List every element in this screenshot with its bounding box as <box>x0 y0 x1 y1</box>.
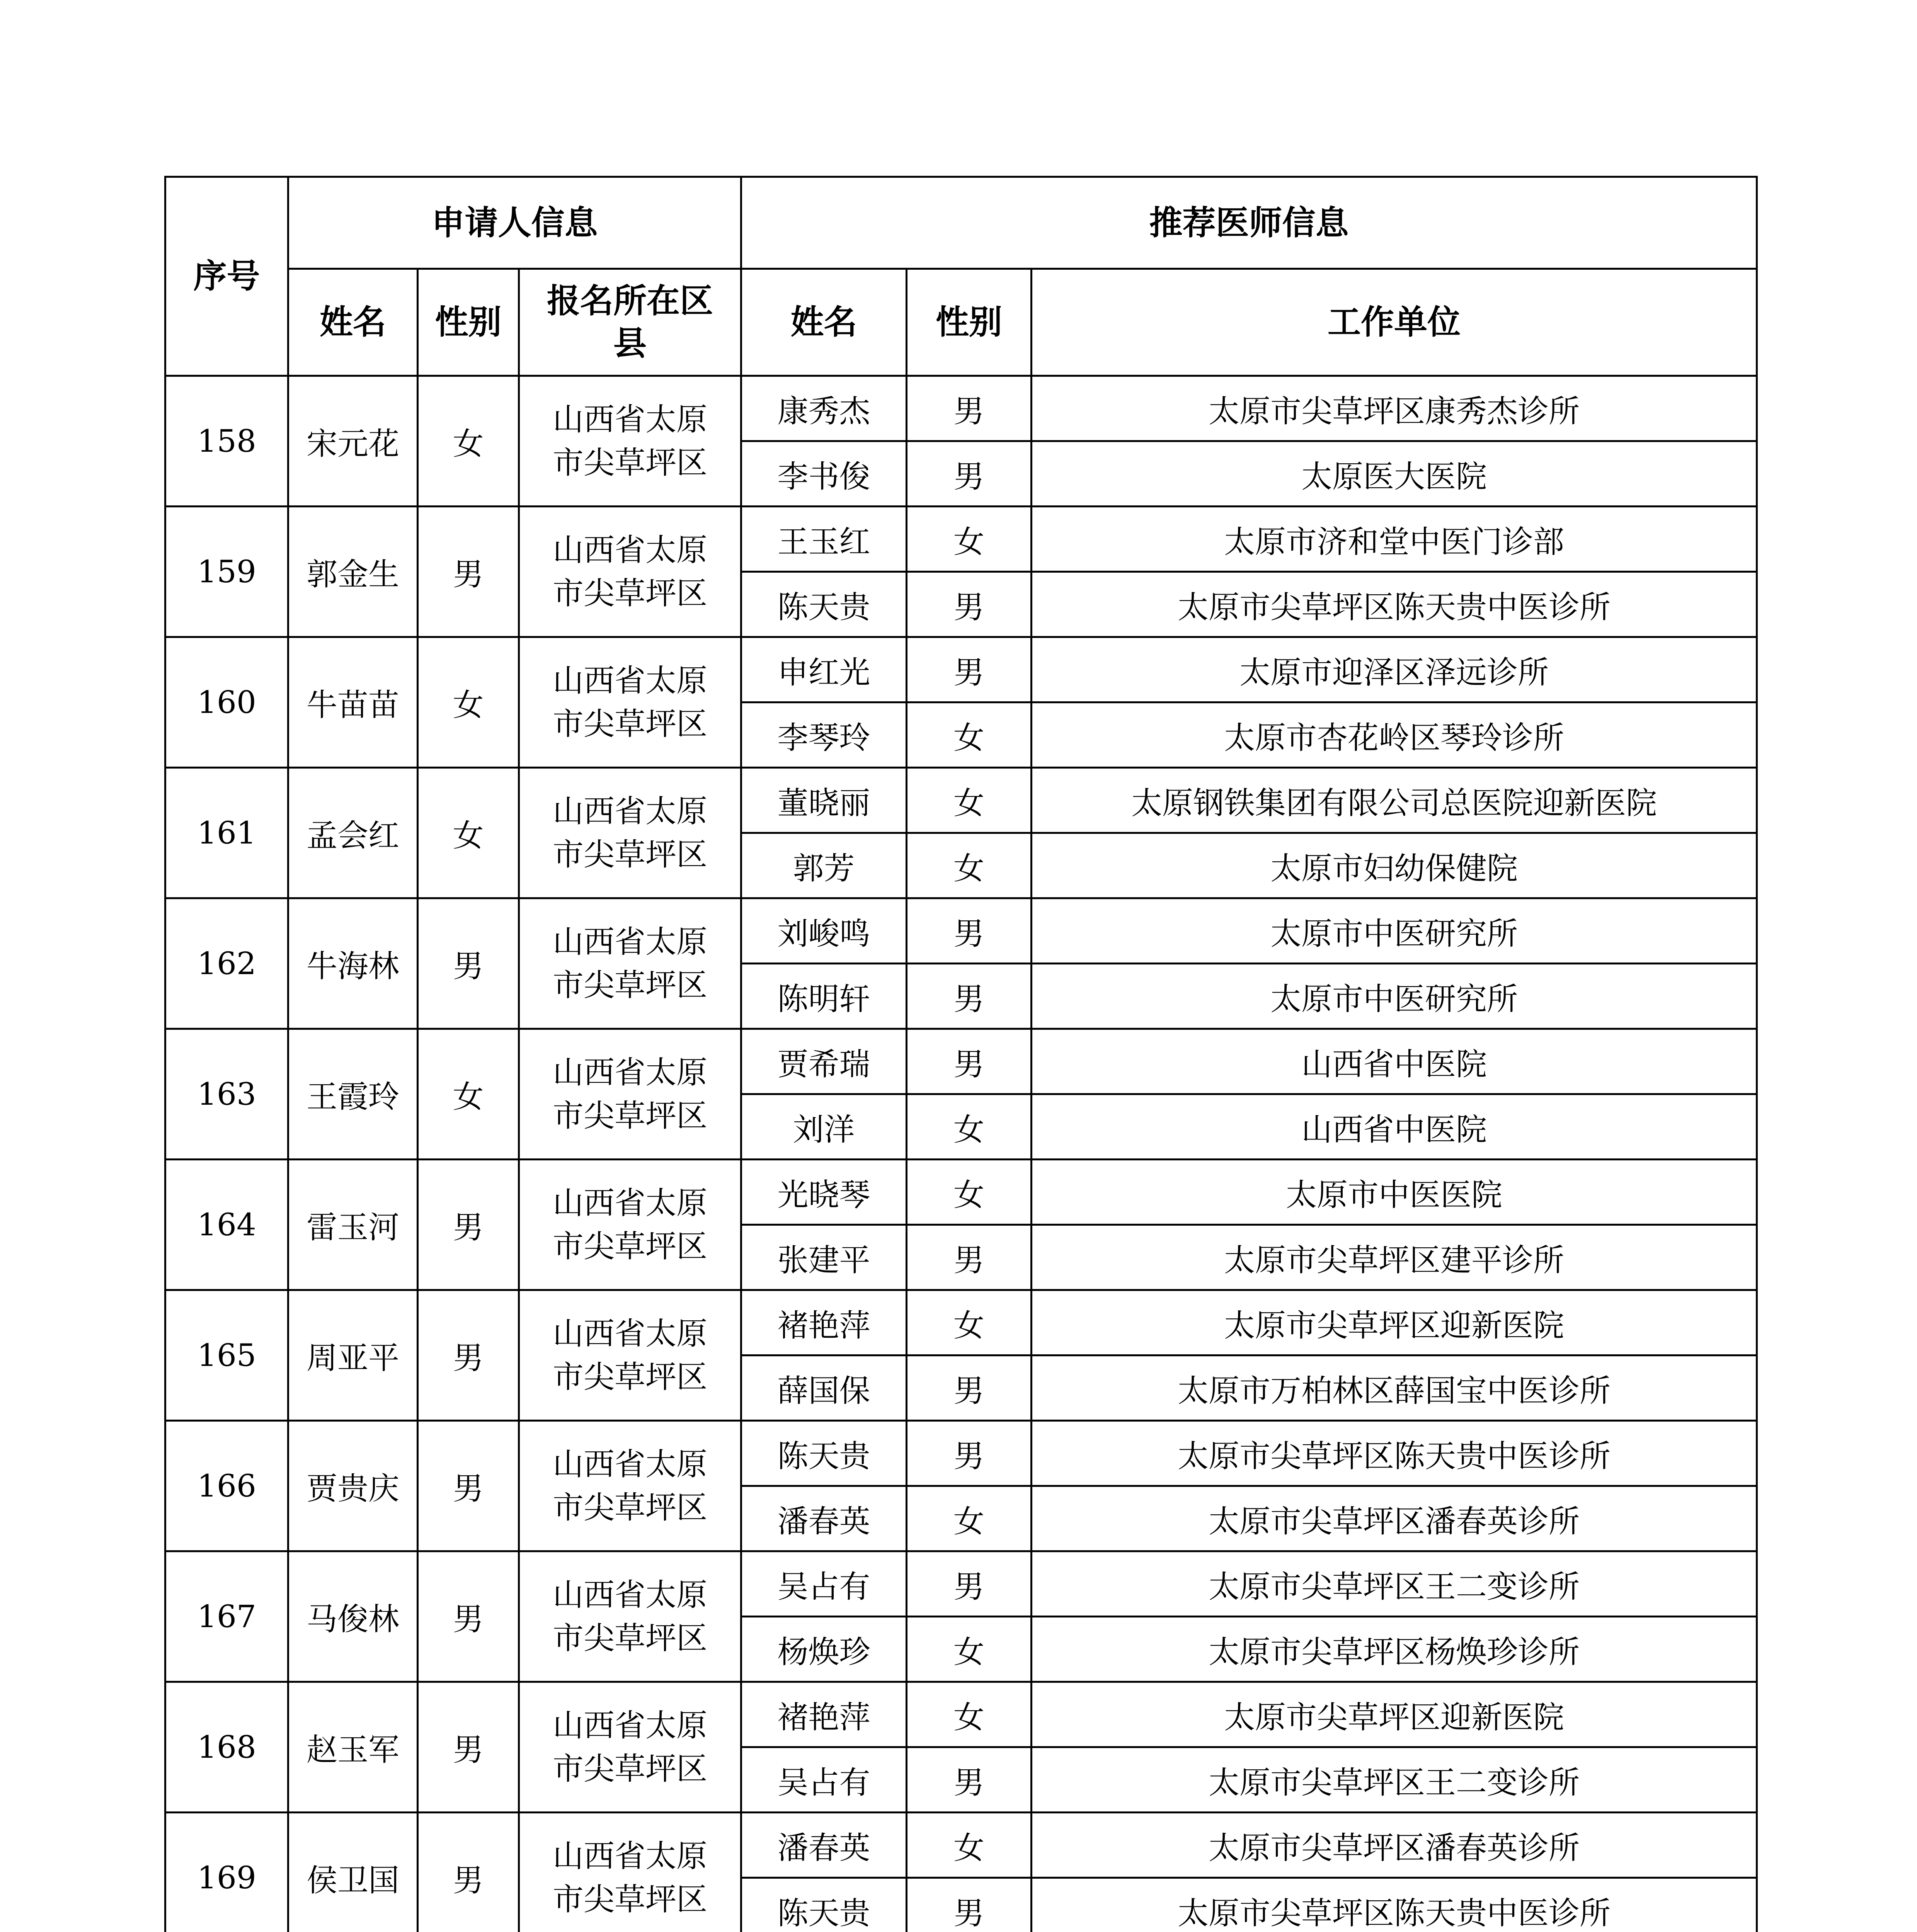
doctor-gender-cell: 女 <box>907 1486 1032 1551</box>
table-row <box>165 1421 1757 1486</box>
seq-cell: 161 <box>165 768 288 898</box>
header-applicant-info: 申请人信息 <box>288 177 741 269</box>
doctor-workplace-cell: 太原市妇幼保健院 <box>1032 833 1757 898</box>
header-doctor-gender: 性别 <box>907 269 1032 376</box>
applicant-gender-cell: 女 <box>418 1029 519 1160</box>
applicant-name-cell: 周亚平 <box>288 1290 418 1421</box>
seq-cell: 166 <box>165 1421 288 1551</box>
applicant-name-cell: 牛海林 <box>288 898 418 1029</box>
seq-cell: 163 <box>165 1029 288 1160</box>
doctor-workplace-cell: 太原市中医医院 <box>1032 1160 1757 1225</box>
applicant-region-cell: 山西省太原市尖草坪区 <box>519 1160 741 1290</box>
applicant-name-cell: 侯卫国 <box>288 1813 418 1932</box>
doctor-gender-cell: 女 <box>907 507 1032 572</box>
doctor-name-cell: 陈天贵 <box>741 1421 907 1486</box>
doctor-name-cell: 褚艳萍 <box>741 1290 907 1355</box>
header-doctor-info: 推荐医师信息 <box>741 177 1757 269</box>
doctor-gender-cell: 男 <box>907 1355 1032 1421</box>
doctor-name-cell: 薛国保 <box>741 1355 907 1421</box>
doctor-workplace-cell: 太原市尖草坪区王二变诊所 <box>1032 1551 1757 1617</box>
doctor-gender-cell: 男 <box>907 376 1032 441</box>
applicant-region-cell: 山西省太原市尖草坪区 <box>519 768 741 898</box>
header-doctor-name: 姓名 <box>741 269 907 376</box>
seq-cell: 167 <box>165 1551 288 1682</box>
seq-cell: 162 <box>165 898 288 1029</box>
table-row <box>165 768 1757 833</box>
doctor-gender-cell: 男 <box>907 572 1032 637</box>
seq-cell: 159 <box>165 507 288 637</box>
doctor-workplace-cell: 山西省中医院 <box>1032 1094 1757 1160</box>
doctor-workplace-cell: 太原市尖草坪区王二变诊所 <box>1032 1747 1757 1813</box>
applicant-name-cell: 马俊林 <box>288 1551 418 1682</box>
header-seq: 序号 <box>165 177 288 376</box>
doctor-name-cell: 陈天贵 <box>741 1878 907 1932</box>
doctor-workplace-cell: 太原市杏花岭区琴玲诊所 <box>1032 702 1757 768</box>
table-body <box>165 376 1757 1932</box>
table-row <box>165 1029 1757 1094</box>
applicant-gender-cell: 男 <box>418 1551 519 1682</box>
doctor-gender-cell: 男 <box>907 1029 1032 1094</box>
doctor-name-cell: 杨焕珍 <box>741 1617 907 1682</box>
applicant-region-cell: 山西省太原市尖草坪区 <box>519 1551 741 1682</box>
doctor-gender-cell: 男 <box>907 1878 1032 1932</box>
doctor-workplace-cell: 太原市中医研究所 <box>1032 964 1757 1029</box>
doctor-workplace-cell: 太原市尖草坪区潘春英诊所 <box>1032 1813 1757 1878</box>
applicant-region-cell: 山西省太原市尖草坪区 <box>519 1813 741 1932</box>
doctor-workplace-cell: 太原市尖草坪区陈天贵中医诊所 <box>1032 1421 1757 1486</box>
applicant-region-cell: 山西省太原市尖草坪区 <box>519 1290 741 1421</box>
doctor-name-cell: 李书俊 <box>741 441 907 507</box>
header-row-columns <box>165 269 1757 376</box>
doctor-name-cell: 李琴玲 <box>741 702 907 768</box>
seq-cell: 160 <box>165 637 288 768</box>
applicant-gender-cell: 男 <box>418 1813 519 1932</box>
applicant-name-cell: 牛苗苗 <box>288 637 418 768</box>
applicant-region-cell: 山西省太原市尖草坪区 <box>519 637 741 768</box>
doctor-gender-cell: 女 <box>907 1094 1032 1160</box>
applicant-gender-cell: 男 <box>418 1682 519 1813</box>
applicant-gender-cell: 女 <box>418 637 519 768</box>
doctor-gender-cell: 男 <box>907 898 1032 964</box>
doctor-name-cell: 张建平 <box>741 1225 907 1290</box>
doctor-gender-cell: 女 <box>907 768 1032 833</box>
applicant-region-cell: 山西省太原市尖草坪区 <box>519 1421 741 1551</box>
header-row-groups <box>165 177 1757 269</box>
table-row <box>165 637 1757 702</box>
doctor-workplace-cell: 太原市尖草坪区陈天贵中医诊所 <box>1032 1878 1757 1932</box>
doctor-gender-cell: 女 <box>907 833 1032 898</box>
doctor-workplace-cell: 太原市尖草坪区杨焕珍诊所 <box>1032 1617 1757 1682</box>
seq-cell: 158 <box>165 376 288 507</box>
doctor-name-cell: 吴占有 <box>741 1747 907 1813</box>
applicant-name-cell: 郭金生 <box>288 507 418 637</box>
doctor-gender-cell: 女 <box>907 1682 1032 1747</box>
doctor-name-cell: 董晓丽 <box>741 768 907 833</box>
doctor-workplace-cell: 太原医大医院 <box>1032 441 1757 507</box>
applicant-name-cell: 宋元花 <box>288 376 418 507</box>
doctor-name-cell: 陈天贵 <box>741 572 907 637</box>
header-applicant-gender: 性别 <box>418 269 519 376</box>
doctor-workplace-cell: 山西省中医院 <box>1032 1029 1757 1094</box>
table-row <box>165 1682 1757 1747</box>
table-row <box>165 898 1757 964</box>
doctor-workplace-cell: 太原市尖草坪区潘春英诊所 <box>1032 1486 1757 1551</box>
applicant-gender-cell: 女 <box>418 768 519 898</box>
doctor-workplace-cell: 太原钢铁集团有限公司总医院迎新医院 <box>1032 768 1757 833</box>
doctor-name-cell: 潘春英 <box>741 1813 907 1878</box>
doctor-gender-cell: 男 <box>907 964 1032 1029</box>
table-row <box>165 1290 1757 1355</box>
doctor-workplace-cell: 太原市济和堂中医门诊部 <box>1032 507 1757 572</box>
doctor-gender-cell: 女 <box>907 702 1032 768</box>
applicant-gender-cell: 男 <box>418 1290 519 1421</box>
doctor-gender-cell: 女 <box>907 1617 1032 1682</box>
applicant-gender-cell: 男 <box>418 1160 519 1290</box>
doctor-workplace-cell: 太原市万柏林区薛国宝中医诊所 <box>1032 1355 1757 1421</box>
applicant-gender-cell: 男 <box>418 1421 519 1551</box>
doctor-name-cell: 陈明轩 <box>741 964 907 1029</box>
doctor-name-cell: 刘洋 <box>741 1094 907 1160</box>
table-row <box>165 376 1757 441</box>
seq-cell: 165 <box>165 1290 288 1421</box>
doctor-gender-cell: 男 <box>907 441 1032 507</box>
doctor-name-cell: 郭芳 <box>741 833 907 898</box>
table-row <box>165 507 1757 572</box>
doctor-name-cell: 康秀杰 <box>741 376 907 441</box>
doctor-name-cell: 潘春英 <box>741 1486 907 1551</box>
table-row <box>165 1160 1757 1225</box>
header-applicant-name: 姓名 <box>288 269 418 376</box>
doctor-gender-cell: 男 <box>907 1421 1032 1486</box>
applicant-region-cell: 山西省太原市尖草坪区 <box>519 898 741 1029</box>
doctor-workplace-cell: 太原市尖草坪区康秀杰诊所 <box>1032 376 1757 441</box>
doctor-workplace-cell: 太原市尖草坪区陈天贵中医诊所 <box>1032 572 1757 637</box>
doctor-workplace-cell: 太原市尖草坪区迎新医院 <box>1032 1682 1757 1747</box>
doctor-gender-cell: 女 <box>907 1813 1032 1878</box>
header-doctor-workplace: 工作单位 <box>1032 269 1757 376</box>
applicant-region-cell: 山西省太原市尖草坪区 <box>519 1682 741 1813</box>
recommendation-table <box>164 176 1758 1932</box>
doctor-name-cell: 申红光 <box>741 637 907 702</box>
doctor-name-cell: 刘峻鸣 <box>741 898 907 964</box>
applicant-name-cell: 赵玉军 <box>288 1682 418 1813</box>
doctor-gender-cell: 女 <box>907 1160 1032 1225</box>
doctor-workplace-cell: 太原市尖草坪区建平诊所 <box>1032 1225 1757 1290</box>
table-row <box>165 1551 1757 1617</box>
seq-cell: 164 <box>165 1160 288 1290</box>
applicant-name-cell: 雷玉河 <box>288 1160 418 1290</box>
doctor-name-cell: 贾希瑞 <box>741 1029 907 1094</box>
doctor-name-cell: 光晓琴 <box>741 1160 907 1225</box>
doctor-workplace-cell: 太原市中医研究所 <box>1032 898 1757 964</box>
header-applicant-region: 报名所在区县 <box>519 269 741 376</box>
applicant-region-cell: 山西省太原市尖草坪区 <box>519 376 741 507</box>
doctor-name-cell: 褚艳萍 <box>741 1682 907 1747</box>
doctor-workplace-cell: 太原市迎泽区泽远诊所 <box>1032 637 1757 702</box>
seq-cell: 168 <box>165 1682 288 1813</box>
seq-cell: 169 <box>165 1813 288 1932</box>
applicant-gender-cell: 男 <box>418 898 519 1029</box>
applicant-region-cell: 山西省太原市尖草坪区 <box>519 1029 741 1160</box>
applicant-region-cell: 山西省太原市尖草坪区 <box>519 507 741 637</box>
applicant-name-cell: 贾贵庆 <box>288 1421 418 1551</box>
doctor-gender-cell: 男 <box>907 637 1032 702</box>
applicant-gender-cell: 女 <box>418 376 519 507</box>
doctor-name-cell: 吴占有 <box>741 1551 907 1617</box>
doctor-gender-cell: 男 <box>907 1225 1032 1290</box>
doctor-name-cell: 王玉红 <box>741 507 907 572</box>
doctor-workplace-cell: 太原市尖草坪区迎新医院 <box>1032 1290 1757 1355</box>
applicant-name-cell: 孟会红 <box>288 768 418 898</box>
doctor-gender-cell: 女 <box>907 1290 1032 1355</box>
applicant-gender-cell: 男 <box>418 507 519 637</box>
applicant-name-cell: 王霞玲 <box>288 1029 418 1160</box>
doctor-gender-cell: 男 <box>907 1551 1032 1617</box>
doctor-gender-cell: 男 <box>907 1747 1032 1813</box>
table-row <box>165 1813 1757 1878</box>
